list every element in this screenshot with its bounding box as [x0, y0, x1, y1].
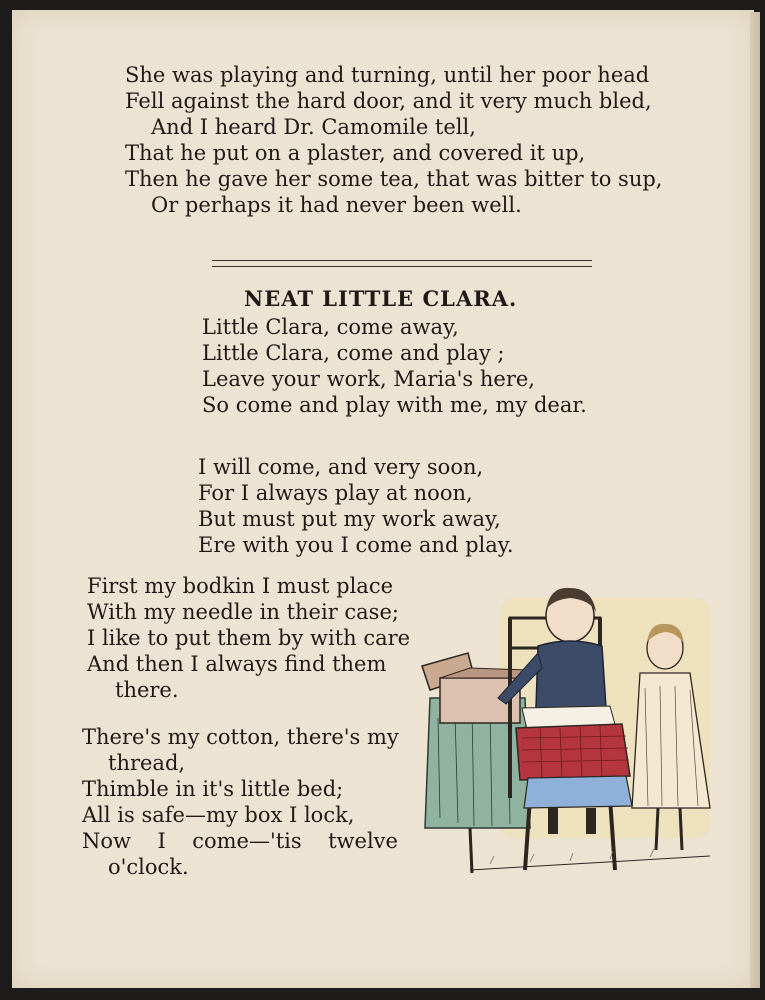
blue-underskirt: [524, 776, 632, 808]
poem-line: Little Clara, come and play ;: [202, 341, 505, 365]
poem-line: All is safe—my box I lock,: [82, 803, 355, 827]
poem-word: twelve: [328, 829, 398, 853]
poem-line: For I always play at noon,: [198, 481, 473, 505]
poem-line: Little Clara, come away,: [202, 315, 459, 339]
poem-line: But must put my work away,: [198, 507, 501, 531]
poem-word: Now: [82, 829, 131, 853]
poem-line: Thimble in it's little bed;: [82, 777, 344, 801]
poem-line: That he put on a plaster, and covered it up,: [125, 141, 586, 165]
poem-line: I like to put them by with care: [87, 626, 411, 650]
poem-line: With my needle in their case;: [87, 600, 399, 624]
poem-word: I: [157, 829, 166, 853]
poem-line: Or perhaps it had never been well.: [151, 193, 522, 217]
section-divider: [212, 260, 592, 267]
poem-line: o'clock.: [108, 855, 189, 879]
stanza-i-will-come: [198, 454, 514, 558]
poem-line: I will come, and very soon,: [198, 455, 484, 479]
poem-line: There's my cotton, there's my: [82, 725, 399, 749]
poem-line: So come and play with me, my dear.: [202, 393, 587, 417]
poem-line: Then he gave her some tea, that was bitter to sup,: [125, 167, 663, 191]
poem-line: And I heard Dr. Camomile tell,: [151, 115, 476, 139]
stanza-cotton: [82, 724, 399, 880]
poem-line: Fell against the hard door, and it very much bled,: [125, 89, 652, 113]
page-edge: [750, 12, 760, 988]
poem-line: thread,: [108, 751, 186, 775]
red-skirt: [516, 724, 630, 780]
poem-line: Ere with you I come and play.: [198, 533, 514, 557]
stanza-come-away: [202, 314, 587, 418]
poem-line: Leave your work, Maria's here,: [202, 367, 535, 391]
girls-sewing-illustration: [410, 578, 720, 878]
poem-title: NEAT LITTLE CLARA.: [244, 286, 518, 311]
poem-word: come—'tis: [192, 829, 302, 853]
seated-girl-jacket: [536, 641, 606, 708]
poem-line: And then I always find them: [87, 652, 387, 676]
poem-line: She was playing and turning, until her poor head: [125, 63, 650, 87]
stanza-camomile: [125, 62, 662, 218]
book-page: [12, 10, 754, 988]
floor-line: [470, 856, 710, 870]
poem-line: First my bodkin I must place: [87, 574, 394, 598]
poem-line-justified: [82, 828, 398, 854]
poem-line: there.: [115, 678, 179, 702]
stanza-bodkin: [87, 573, 410, 703]
